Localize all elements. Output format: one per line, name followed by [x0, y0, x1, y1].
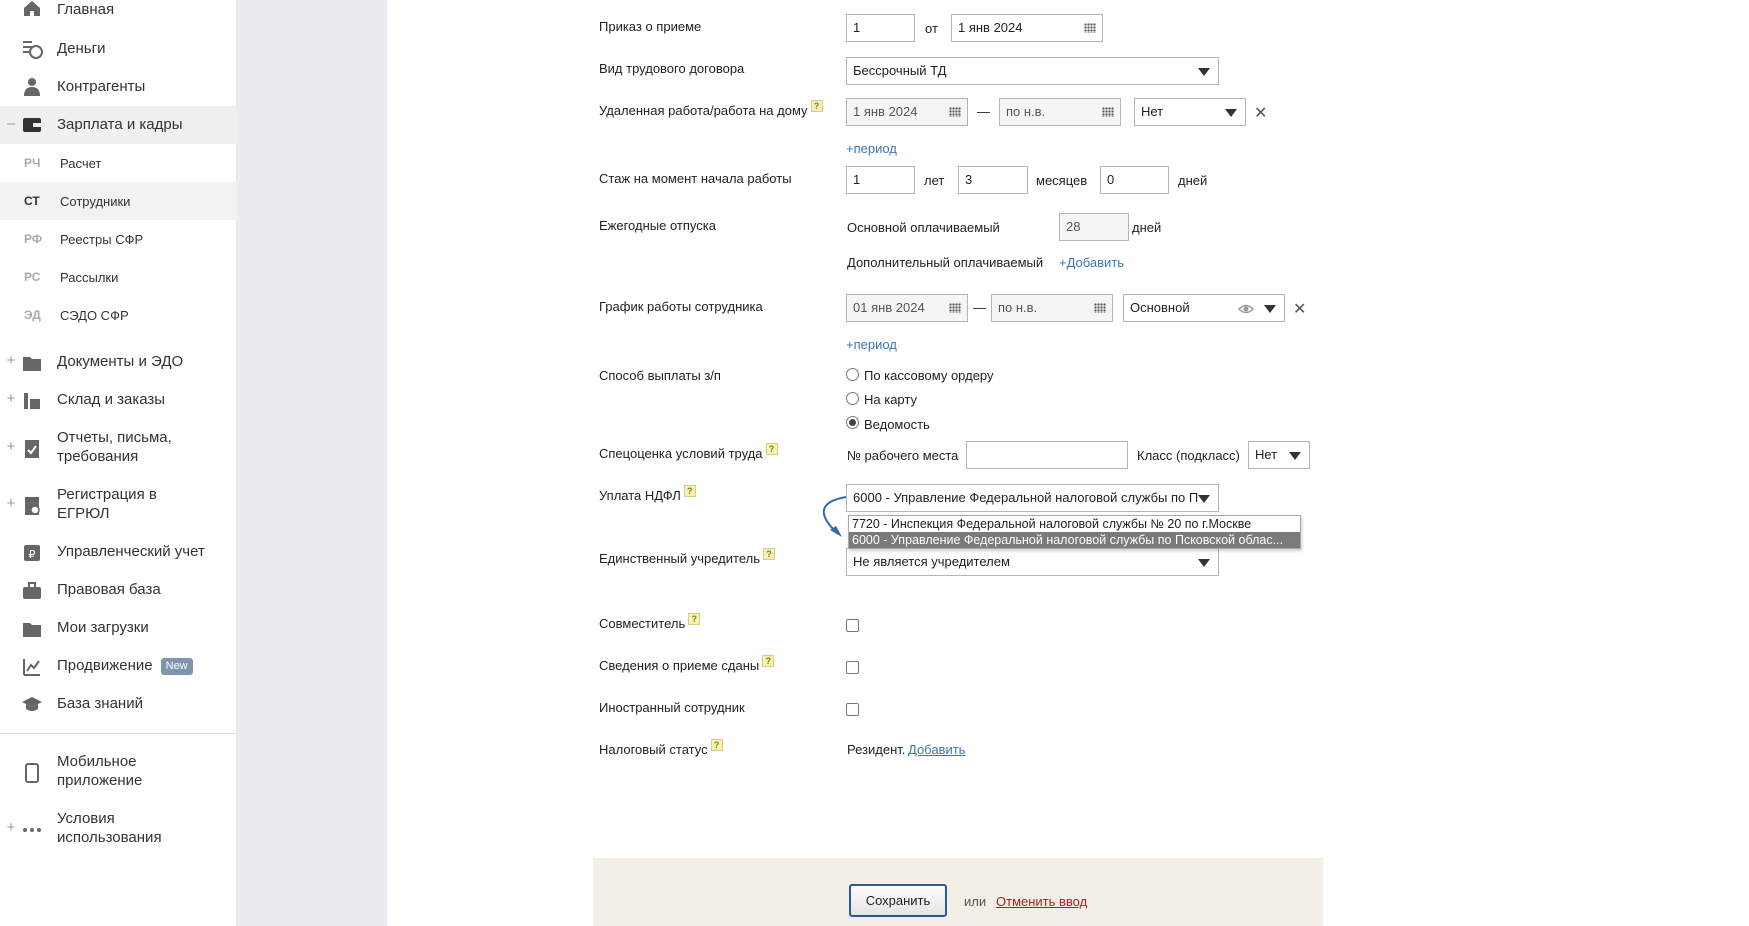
sidebar-item-label-line2: требования	[57, 448, 139, 465]
sidebar-item-salary[interactable]	[0, 106, 237, 144]
sidebar-item-warehouse[interactable]	[0, 390, 237, 410]
vacation-days-unit: дней	[1132, 220, 1162, 235]
class-value: Нет	[1255, 447, 1278, 462]
payment-radio-statement[interactable]	[846, 416, 859, 429]
promotion-icon	[21, 656, 43, 678]
remote-date-to-value: по н.в.	[1006, 104, 1046, 119]
foreign-label: Иностранный сотрудник	[599, 700, 745, 715]
workplace-number-input[interactable]	[966, 441, 1128, 469]
sidebar-subitem-employees[interactable]	[0, 182, 237, 220]
add-period-label: период	[853, 141, 897, 156]
subitem-label: СЭДО СФР	[60, 307, 129, 323]
experience-months-input[interactable]: 3	[958, 166, 1028, 194]
ndfl-option-selected[interactable]: 6000 - Управление Федеральной налоговой службы по Псковской облас...	[849, 532, 1300, 548]
months-unit: месяцев	[1036, 173, 1088, 188]
sidebar-item-downloads[interactable]	[0, 618, 237, 638]
subitem-abbr: РФ	[24, 232, 43, 246]
remote-select[interactable]	[1134, 98, 1246, 126]
schedule-select[interactable]	[1123, 294, 1285, 322]
sidebar-item-label: Продвижение	[57, 657, 153, 674]
pointer-arrow-icon	[806, 494, 850, 542]
or-label: или	[964, 894, 987, 909]
sidebar-item-label: Главная	[57, 1, 115, 18]
sidebar-divider	[0, 733, 237, 734]
expand-icon[interactable]: +	[6, 390, 16, 407]
subitem-abbr: СТ	[24, 194, 40, 208]
form-footer	[593, 858, 1323, 926]
help-icon[interactable]: ?	[763, 548, 775, 560]
remote-value: Нет	[1141, 104, 1164, 119]
sidebar-item-label-line2: приложение	[57, 772, 143, 789]
expand-icon[interactable]: +	[6, 819, 16, 836]
dash: —	[973, 300, 986, 315]
gutter	[237, 0, 387, 926]
chevron-down-icon	[1289, 452, 1301, 460]
sidebar-item-knowledge[interactable]	[0, 694, 237, 714]
folder-icon	[21, 352, 43, 374]
class-label: Класс (подкласс)	[1137, 448, 1240, 463]
cancel-link[interactable]: Отменить ввод	[996, 894, 1088, 909]
vacation-main-label: Основной оплачиваемый	[847, 220, 1000, 235]
sidebar-item-label: Деньги	[57, 40, 106, 57]
schedule-label: График работы сотрудника	[599, 299, 763, 314]
experience-days-input[interactable]: 0	[1100, 166, 1169, 194]
mobile-icon	[21, 762, 43, 784]
payment-radio-card[interactable]	[846, 392, 859, 405]
subitem-label: Расчет	[60, 155, 102, 171]
save-button[interactable]: Сохранить	[849, 884, 947, 917]
calendar-icon[interactable]	[949, 303, 961, 313]
special-label: Спецоценка условий труда	[599, 446, 763, 461]
report-icon	[21, 438, 43, 460]
tax-status-label-wrap	[599, 742, 723, 757]
wallet-icon	[21, 114, 43, 136]
special-label-wrap	[599, 446, 778, 461]
payment-radio-cash[interactable]	[846, 368, 859, 381]
vacation-label: Ежегодные отпуска	[599, 218, 716, 233]
more-icon	[21, 819, 43, 841]
contractors-icon	[21, 76, 43, 98]
contract-select[interactable]	[846, 57, 1219, 85]
founder-label: Единственный учредитель	[599, 551, 760, 566]
founder-value: Не является учредителем	[853, 554, 1010, 569]
schedule-date-from-value: 01 янв 2024	[853, 300, 925, 315]
order-from-label: от	[925, 21, 938, 36]
add-vacation-link[interactable]: +Добавить	[1059, 255, 1125, 270]
help-icon[interactable]: ?	[762, 655, 774, 667]
sidebar-subitem-mailings[interactable]	[0, 258, 237, 296]
money-icon	[21, 38, 43, 60]
close-icon[interactable]: ✕	[1293, 301, 1307, 318]
schedule-date-to-value: по н.в.	[998, 300, 1038, 315]
hire-info-label: Сведения о приеме сданы	[599, 658, 760, 673]
sidebar	[0, 0, 237, 926]
remote-date-from-input[interactable]	[846, 98, 968, 126]
sidebar-item-label: Регистрация в	[57, 486, 157, 503]
sidebar-item-legal[interactable]	[0, 580, 237, 600]
schedule-value: Основной	[1130, 300, 1190, 315]
sidebar-item-management[interactable]	[0, 542, 237, 562]
contract-label: Вид трудового договора	[599, 61, 745, 76]
expand-icon[interactable]: +	[6, 438, 16, 455]
remote-date-to-input[interactable]	[999, 98, 1121, 126]
sidebar-item-terms[interactable]	[0, 809, 237, 849]
sidebar-item-label: База знаний	[57, 695, 143, 712]
help-icon[interactable]: ?	[711, 739, 723, 751]
knowledge-icon	[21, 694, 43, 716]
calendar-icon[interactable]	[949, 107, 961, 117]
sidebar-item-label: Отчеты, письма,	[57, 429, 172, 446]
subitem-label: Сотрудники	[60, 193, 131, 209]
sidebar-subitem-sedo[interactable]	[0, 296, 237, 334]
sidebar-item-reports[interactable]	[0, 428, 237, 468]
subitem-abbr: ЭД	[24, 308, 41, 322]
ndfl-label: Уплата НДФЛ	[599, 488, 681, 503]
payment-label: Способ выплаты з/п	[599, 368, 721, 383]
calendar-icon[interactable]	[1094, 303, 1106, 313]
sidebar-item-label: Мобильное	[57, 753, 137, 770]
sidebar-item-label: Условия	[57, 810, 115, 827]
sidebar-item-registration[interactable]	[0, 485, 237, 525]
sidebar-item-home[interactable]	[0, 0, 237, 20]
expand-icon[interactable]: +	[6, 495, 16, 512]
sidebar-item-label-wrap	[57, 656, 193, 675]
schedule-date-from-input[interactable]	[846, 294, 968, 322]
remote-date-from-value: 1 янв 2024	[853, 104, 918, 119]
sidebar-item-label-line2: ЕГРЮЛ	[57, 505, 110, 522]
dash: —	[977, 104, 990, 119]
payment-option-label: По кассовому ордеру	[864, 368, 994, 383]
order-date-value: 1 янв 2024	[958, 20, 1023, 35]
foreign-checkbox[interactable]	[846, 703, 859, 716]
days-unit: дней	[1178, 173, 1208, 188]
vacation-extra-label: Дополнительный оплачиваемый	[847, 255, 1044, 270]
add-schedule-period-link[interactable]: +период	[846, 337, 897, 352]
svg-text:₽: ₽	[28, 548, 36, 561]
sidebar-subitem-calc[interactable]	[0, 144, 237, 182]
ndfl-option[interactable]: 7720 - Инспекция Федеральной налоговой службы № 20 по г.Москве	[852, 517, 1252, 531]
calendar-icon[interactable]	[1084, 23, 1096, 33]
ndfl-select[interactable]	[846, 484, 1219, 512]
workplace-label: № рабочего места	[847, 448, 959, 463]
subitem-abbr: РС	[24, 270, 41, 284]
ndfl-dropdown-list	[848, 515, 1301, 549]
chevron-down-icon	[1198, 559, 1210, 567]
subitem-label: Рассылки	[60, 269, 119, 285]
years-unit: лет	[924, 173, 945, 188]
combiner-checkbox[interactable]	[846, 619, 859, 632]
eye-icon[interactable]	[1238, 303, 1254, 315]
sidebar-item-label: Документы и ЭДО	[57, 353, 184, 370]
sidebar-subitem-sfr-registers[interactable]	[0, 220, 237, 258]
chevron-down-icon	[1264, 305, 1276, 313]
ndfl-value: 6000 - Управление Федеральной налоговой службы по П	[853, 490, 1199, 505]
combiner-label-wrap	[599, 616, 700, 631]
sidebar-item-documents[interactable]	[0, 352, 237, 372]
add-period-label: период	[853, 337, 897, 352]
expand-icon[interactable]: +	[6, 352, 16, 369]
class-select[interactable]	[1248, 441, 1310, 469]
subitem-label: Реестры СФР	[60, 231, 144, 247]
schedule-date-to-input[interactable]	[991, 294, 1113, 322]
hire-info-checkbox[interactable]	[846, 661, 859, 674]
new-badge: New	[161, 658, 193, 675]
management-icon	[21, 542, 43, 564]
sidebar-item-label: Контрагенты	[57, 78, 146, 95]
sidebar-item-label-line2: использования	[57, 829, 162, 846]
sidebar-item-label: Зарплата и кадры	[57, 116, 183, 133]
payment-option-label: На карту	[864, 392, 917, 407]
help-icon[interactable]: ?	[811, 100, 823, 112]
close-icon[interactable]: ✕	[1254, 105, 1268, 122]
sidebar-item-promotion[interactable]	[0, 656, 237, 676]
vacation-main-days-input[interactable]: 28	[1059, 213, 1129, 241]
help-icon[interactable]: ?	[766, 443, 778, 455]
subitem-abbr: РЧ	[24, 156, 41, 170]
remote-label: Удаленная работа/работа на дому	[599, 103, 808, 118]
experience-label: Стаж на момент начала работы	[599, 171, 792, 186]
founder-select[interactable]	[846, 548, 1219, 576]
payment-option-label: Ведомость	[864, 417, 930, 432]
sidebar-item-label: Управленческий учет	[57, 543, 205, 560]
downloads-folder-icon	[21, 618, 43, 640]
combiner-label: Совместитель	[599, 616, 686, 631]
help-icon[interactable]: ?	[688, 613, 700, 625]
order-date-input[interactable]	[951, 14, 1103, 42]
add-vacation-label: Добавить	[1066, 255, 1125, 270]
sidebar-item-label: Правовая база	[57, 581, 161, 598]
sidebar-item-label: Мои загрузки	[57, 619, 149, 636]
collapse-icon[interactable]: –	[6, 115, 16, 132]
briefcase-icon	[21, 580, 43, 602]
contract-value: Бессрочный ТД	[853, 63, 947, 78]
chevron-down-icon	[1198, 68, 1210, 76]
tax-status-value: Резидент.	[847, 742, 906, 757]
home-icon	[21, 0, 43, 19]
founder-label-wrap	[599, 551, 775, 566]
chevron-down-icon	[1225, 109, 1237, 117]
order-label: Приказ о приеме	[599, 19, 702, 34]
order-number-input[interactable]: 1	[846, 14, 915, 42]
remote-label-wrap	[599, 103, 823, 118]
add-remote-period-link[interactable]: +период	[846, 141, 897, 156]
help-icon[interactable]: ?	[684, 485, 696, 497]
calendar-icon[interactable]	[1102, 107, 1114, 117]
chevron-down-icon	[1198, 495, 1210, 503]
sidebar-item-mobile[interactable]	[0, 752, 237, 792]
experience-years-input[interactable]: 1	[846, 166, 915, 194]
sidebar-item-label: Склад и заказы	[57, 391, 166, 408]
add-tax-status-link[interactable]: Добавить	[908, 742, 966, 757]
hire-info-label-wrap	[599, 658, 774, 673]
registration-icon	[21, 495, 43, 517]
ndfl-label-wrap	[599, 488, 696, 503]
warehouse-icon	[21, 390, 43, 412]
tax-status-label: Налоговый статус	[599, 742, 708, 757]
